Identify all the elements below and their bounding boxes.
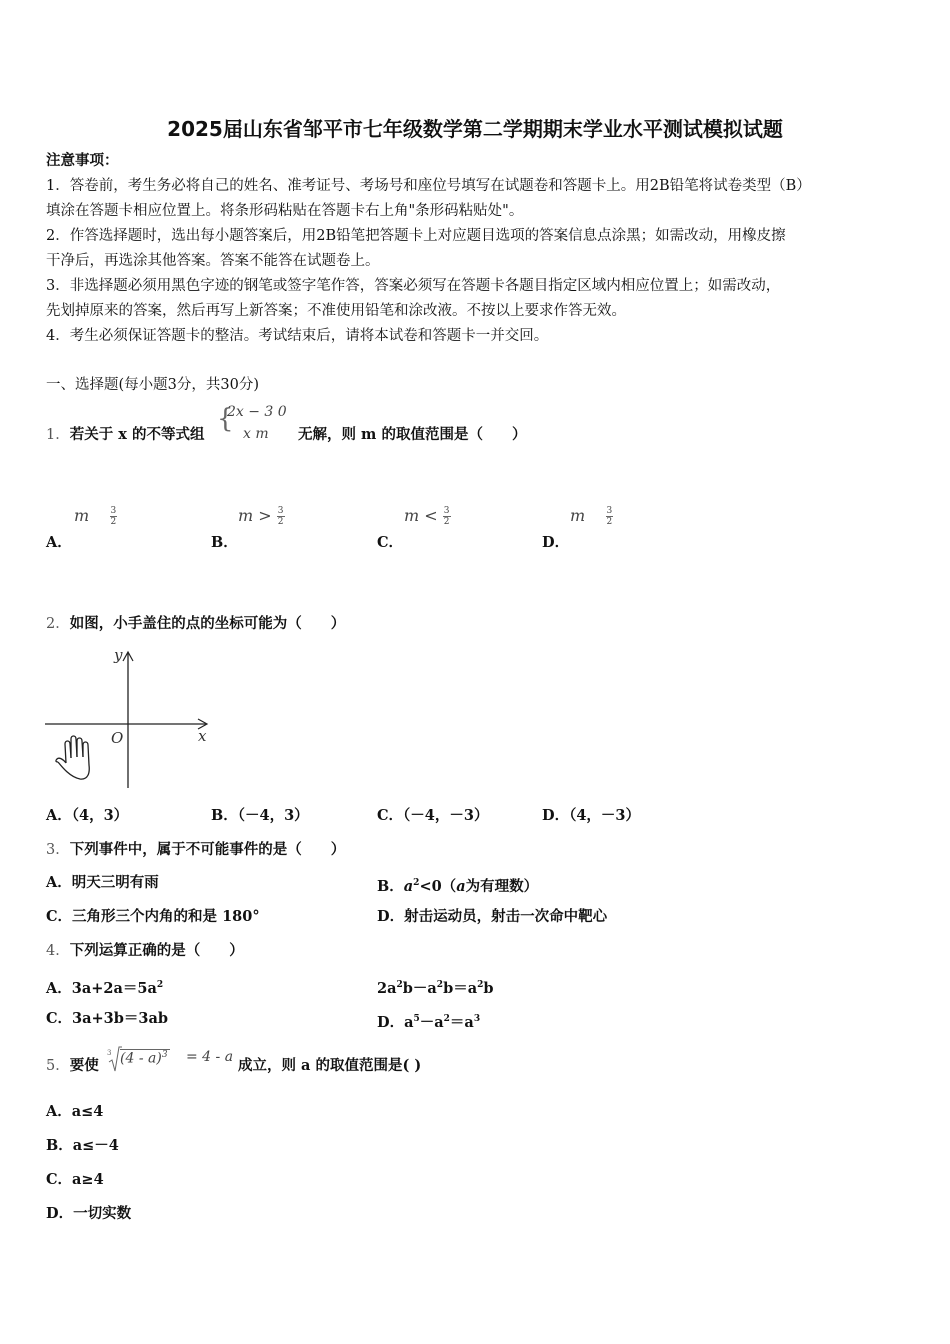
- notice-heading: 注意事项：: [46, 152, 119, 169]
- option-c[interactable]: C．（－4，－3）: [377, 807, 489, 824]
- notice-line: 1．答卷前，考生务必将自己的姓名、准考证号、考场号和座位号填写在试题卷和答题卡上。用2B铅笔将试卷类型（B）: [46, 178, 811, 194]
- option-c-math: m < $\frac{3}{2}$: [404, 506, 450, 527]
- option-a[interactable]: A．明天三明有雨: [46, 874, 159, 891]
- option-a[interactable]: A．$3a+2a=5a^2$: [46, 979, 164, 997]
- option-b[interactable]: B．（－4，3）: [211, 807, 309, 824]
- question-3: [46, 839, 345, 861]
- option-c[interactable]: C．: [377, 534, 404, 551]
- system-top: 2x − 3 0: [227, 404, 287, 420]
- question-4: [46, 940, 244, 962]
- question-text: 如图，小手盖住的点的坐标可能为（ ）: [69, 615, 346, 632]
- option-c[interactable]: C．a≥4: [46, 1171, 104, 1188]
- option-b[interactable]: B．$a^2<0(a$为有理数）: [377, 877, 539, 895]
- hand-icon: [56, 736, 89, 779]
- option-d[interactable]: D．: [542, 534, 570, 551]
- question-number: 5．: [46, 1058, 70, 1074]
- option-d[interactable]: D．（4，－3）: [542, 807, 641, 824]
- coordinate-figure: [40, 645, 220, 795]
- question-text: 若关于 x 的不等式组: [69, 426, 205, 443]
- notice-line: 4．考生必须保证答题卡的整洁。考试结束后，请将本试卷和答题卡一并交回。: [46, 328, 549, 344]
- option-b[interactable]: $2a^2b-a^2b=a^2b$: [377, 979, 494, 997]
- system-bottom: x m: [243, 426, 269, 442]
- notice-line: 干净后，再选涂其他答案。答案不能答在试题卷上。: [46, 253, 380, 269]
- notice-line: 填涂在答题卡相应位置上。将条形码粘贴在答题卡右上角"条形码粘贴处"。: [46, 203, 524, 219]
- option-c[interactable]: C．三角形三个内角的和是 180°: [46, 908, 260, 925]
- option-a[interactable]: A．: [46, 534, 72, 551]
- axis-label-x: x: [198, 727, 207, 745]
- axis-label-y: y: [114, 646, 123, 664]
- option-a-math: m $\frac{3}{2}$: [74, 506, 117, 527]
- origin-label: O: [111, 729, 124, 747]
- question-number: 1．: [46, 427, 70, 443]
- option-c[interactable]: C．3a+3b＝3ab: [46, 1010, 169, 1027]
- option-b[interactable]: B．: [211, 534, 238, 551]
- option-a[interactable]: A．（4，3）: [46, 807, 129, 824]
- question-text: 无解，则 m 的取值范围是（ ）: [298, 426, 527, 443]
- question-5: [46, 1055, 99, 1077]
- question-1: [46, 424, 204, 446]
- option-d[interactable]: D．$a^5-a^2=a^3$: [377, 1013, 481, 1031]
- brace: {: [217, 404, 234, 434]
- question-number: 4．: [46, 943, 70, 959]
- page-title: 2025届山东省邹平市七年级数学第二学期期末学业水平测试模拟试题: [167, 117, 783, 141]
- option-d[interactable]: D．射击运动员，射击一次命中靶心: [377, 908, 608, 925]
- notice-line: 3．非选择题必须用黑色字迹的钢笔或签字笔作答，答案必须写在答题卡各题目指定区域内相应位置上；如需改动，: [46, 278, 781, 294]
- question-2: [46, 613, 345, 635]
- question-text: 下列事件中，属于不可能事件的是（ ）: [69, 841, 346, 858]
- option-d[interactable]: D．一切实数: [46, 1205, 132, 1222]
- option-a[interactable]: A．a≤4: [46, 1103, 104, 1120]
- question-number: 3．: [46, 842, 70, 858]
- option-b[interactable]: B．a≤－4: [46, 1137, 119, 1154]
- svg-text:3: 3: [107, 1049, 112, 1057]
- notice-line: 2．作答选择题时，选出每小题答案后，用2B铅笔把答题卡上对应题目选项的答案信息点涂黑；如需改动，用橡皮擦: [46, 228, 786, 244]
- question-text: 要使: [69, 1057, 99, 1074]
- option-d-math: m $\frac{3}{2}$: [570, 506, 613, 527]
- notice-line: 先划掉原来的答案，然后再写上新答案；不准使用铅笔和涂改液。不按以上要求作答无效。: [46, 303, 626, 319]
- question-number: 2．: [46, 616, 70, 632]
- option-b-math: m > $\frac{3}{2}$: [238, 506, 284, 527]
- question-text: 成立，则 a 的取值范围是( ): [238, 1057, 422, 1074]
- question-text: 下列运算正确的是（ ）: [69, 942, 244, 959]
- section-heading: 一、选择题(每小题3分，共30分): [46, 377, 259, 393]
